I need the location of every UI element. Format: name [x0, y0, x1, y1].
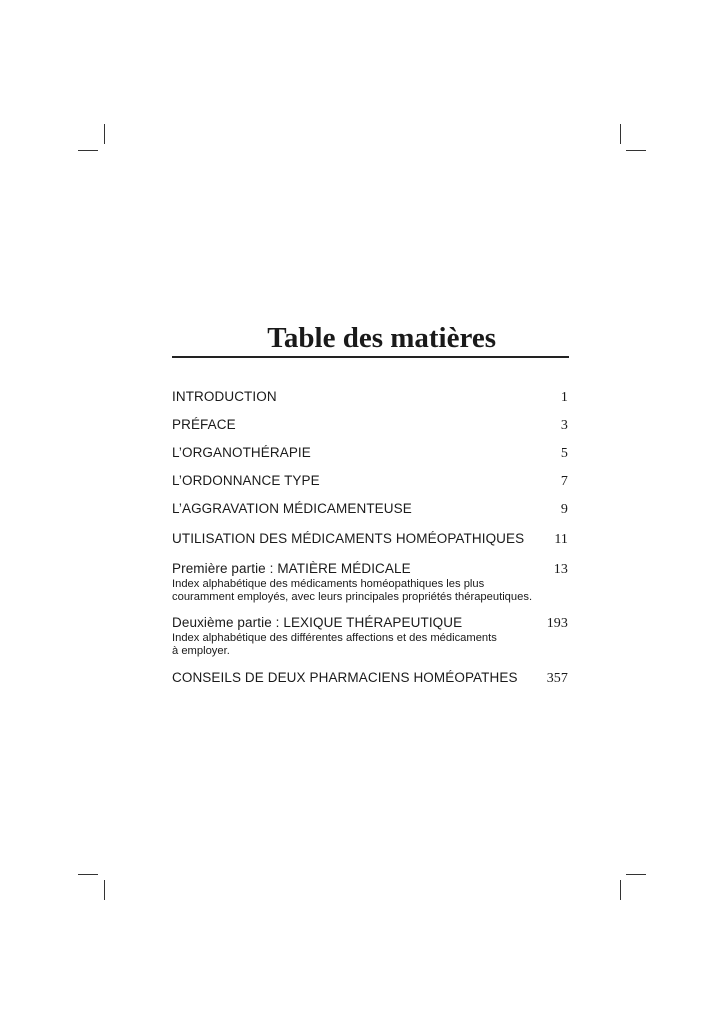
- crop-mark-bottom-left-horizontal: [78, 874, 98, 875]
- crop-mark-top-left-vertical: [104, 124, 105, 144]
- toc-entry-introduction[interactable]: [172, 388, 568, 407]
- toc-entry-label: Deuxième partie : LEXIQUE THÉRAPEUTIQUE: [172, 615, 463, 630]
- page-title: Table des matières: [267, 322, 496, 354]
- toc-entry-label: UTILISATION DES MÉDICAMENTS HOMÉOPATHIQUES: [172, 531, 525, 546]
- crop-mark-bottom-right-vertical: [620, 880, 621, 900]
- toc-entry-page: 1: [560, 390, 568, 405]
- toc-entry-utilisation[interactable]: [172, 530, 568, 549]
- toc-entry-label: PRÉFACE: [172, 417, 236, 432]
- toc-entry-page: 9: [560, 502, 568, 517]
- toc-entry-description: Index alphabétique des différentes affections et des médicaments à employer.: [172, 632, 497, 657]
- toc-entry-page: 193: [546, 616, 568, 631]
- crop-mark-bottom-right-horizontal: [626, 874, 646, 875]
- toc-entry-page: 3: [560, 418, 568, 433]
- toc-entry-lexique[interactable]: [172, 614, 568, 657]
- crop-mark-top-right-horizontal: [626, 150, 646, 151]
- toc-entry-page: 11: [554, 532, 568, 547]
- toc-entry-ordonnance-type[interactable]: [172, 472, 568, 491]
- crop-mark-top-right-vertical: [620, 124, 621, 144]
- toc-entry-aggravation[interactable]: [172, 500, 568, 519]
- toc-entry-label: CONSEILS DE DEUX PHARMACIENS HOMÉOPATHES: [172, 670, 518, 685]
- toc-entry-conseils[interactable]: [172, 669, 568, 688]
- toc-entry-label: INTRODUCTION: [172, 389, 277, 404]
- crop-mark-top-left-horizontal: [78, 150, 98, 151]
- toc-entry-page: 7: [560, 474, 568, 489]
- table-of-contents: [172, 388, 568, 688]
- toc-entry-page: 13: [553, 562, 568, 577]
- toc-entry-page: 5: [560, 446, 568, 461]
- title-divider: [172, 356, 569, 358]
- toc-entry-label: Première partie : MATIÈRE MÉDICALE: [172, 561, 411, 576]
- toc-entry-description: Index alphabétique des médicaments homéopathiques les plus couramment employés, avec leurs principales propriétés thérapeutiques.: [172, 578, 533, 603]
- toc-entry-organotherapie[interactable]: [172, 444, 568, 463]
- toc-entry-label: L’ORDONNANCE TYPE: [172, 473, 320, 488]
- toc-entry-preface[interactable]: [172, 416, 568, 435]
- toc-entry-matiere-medicale[interactable]: [172, 560, 568, 603]
- toc-entry-label: L’AGGRAVATION MÉDICAMENTEUSE: [172, 501, 412, 516]
- toc-entry-label: L’ORGANOTHÉRAPIE: [172, 445, 311, 460]
- crop-mark-bottom-left-vertical: [104, 880, 105, 900]
- toc-entry-page: 357: [546, 671, 568, 686]
